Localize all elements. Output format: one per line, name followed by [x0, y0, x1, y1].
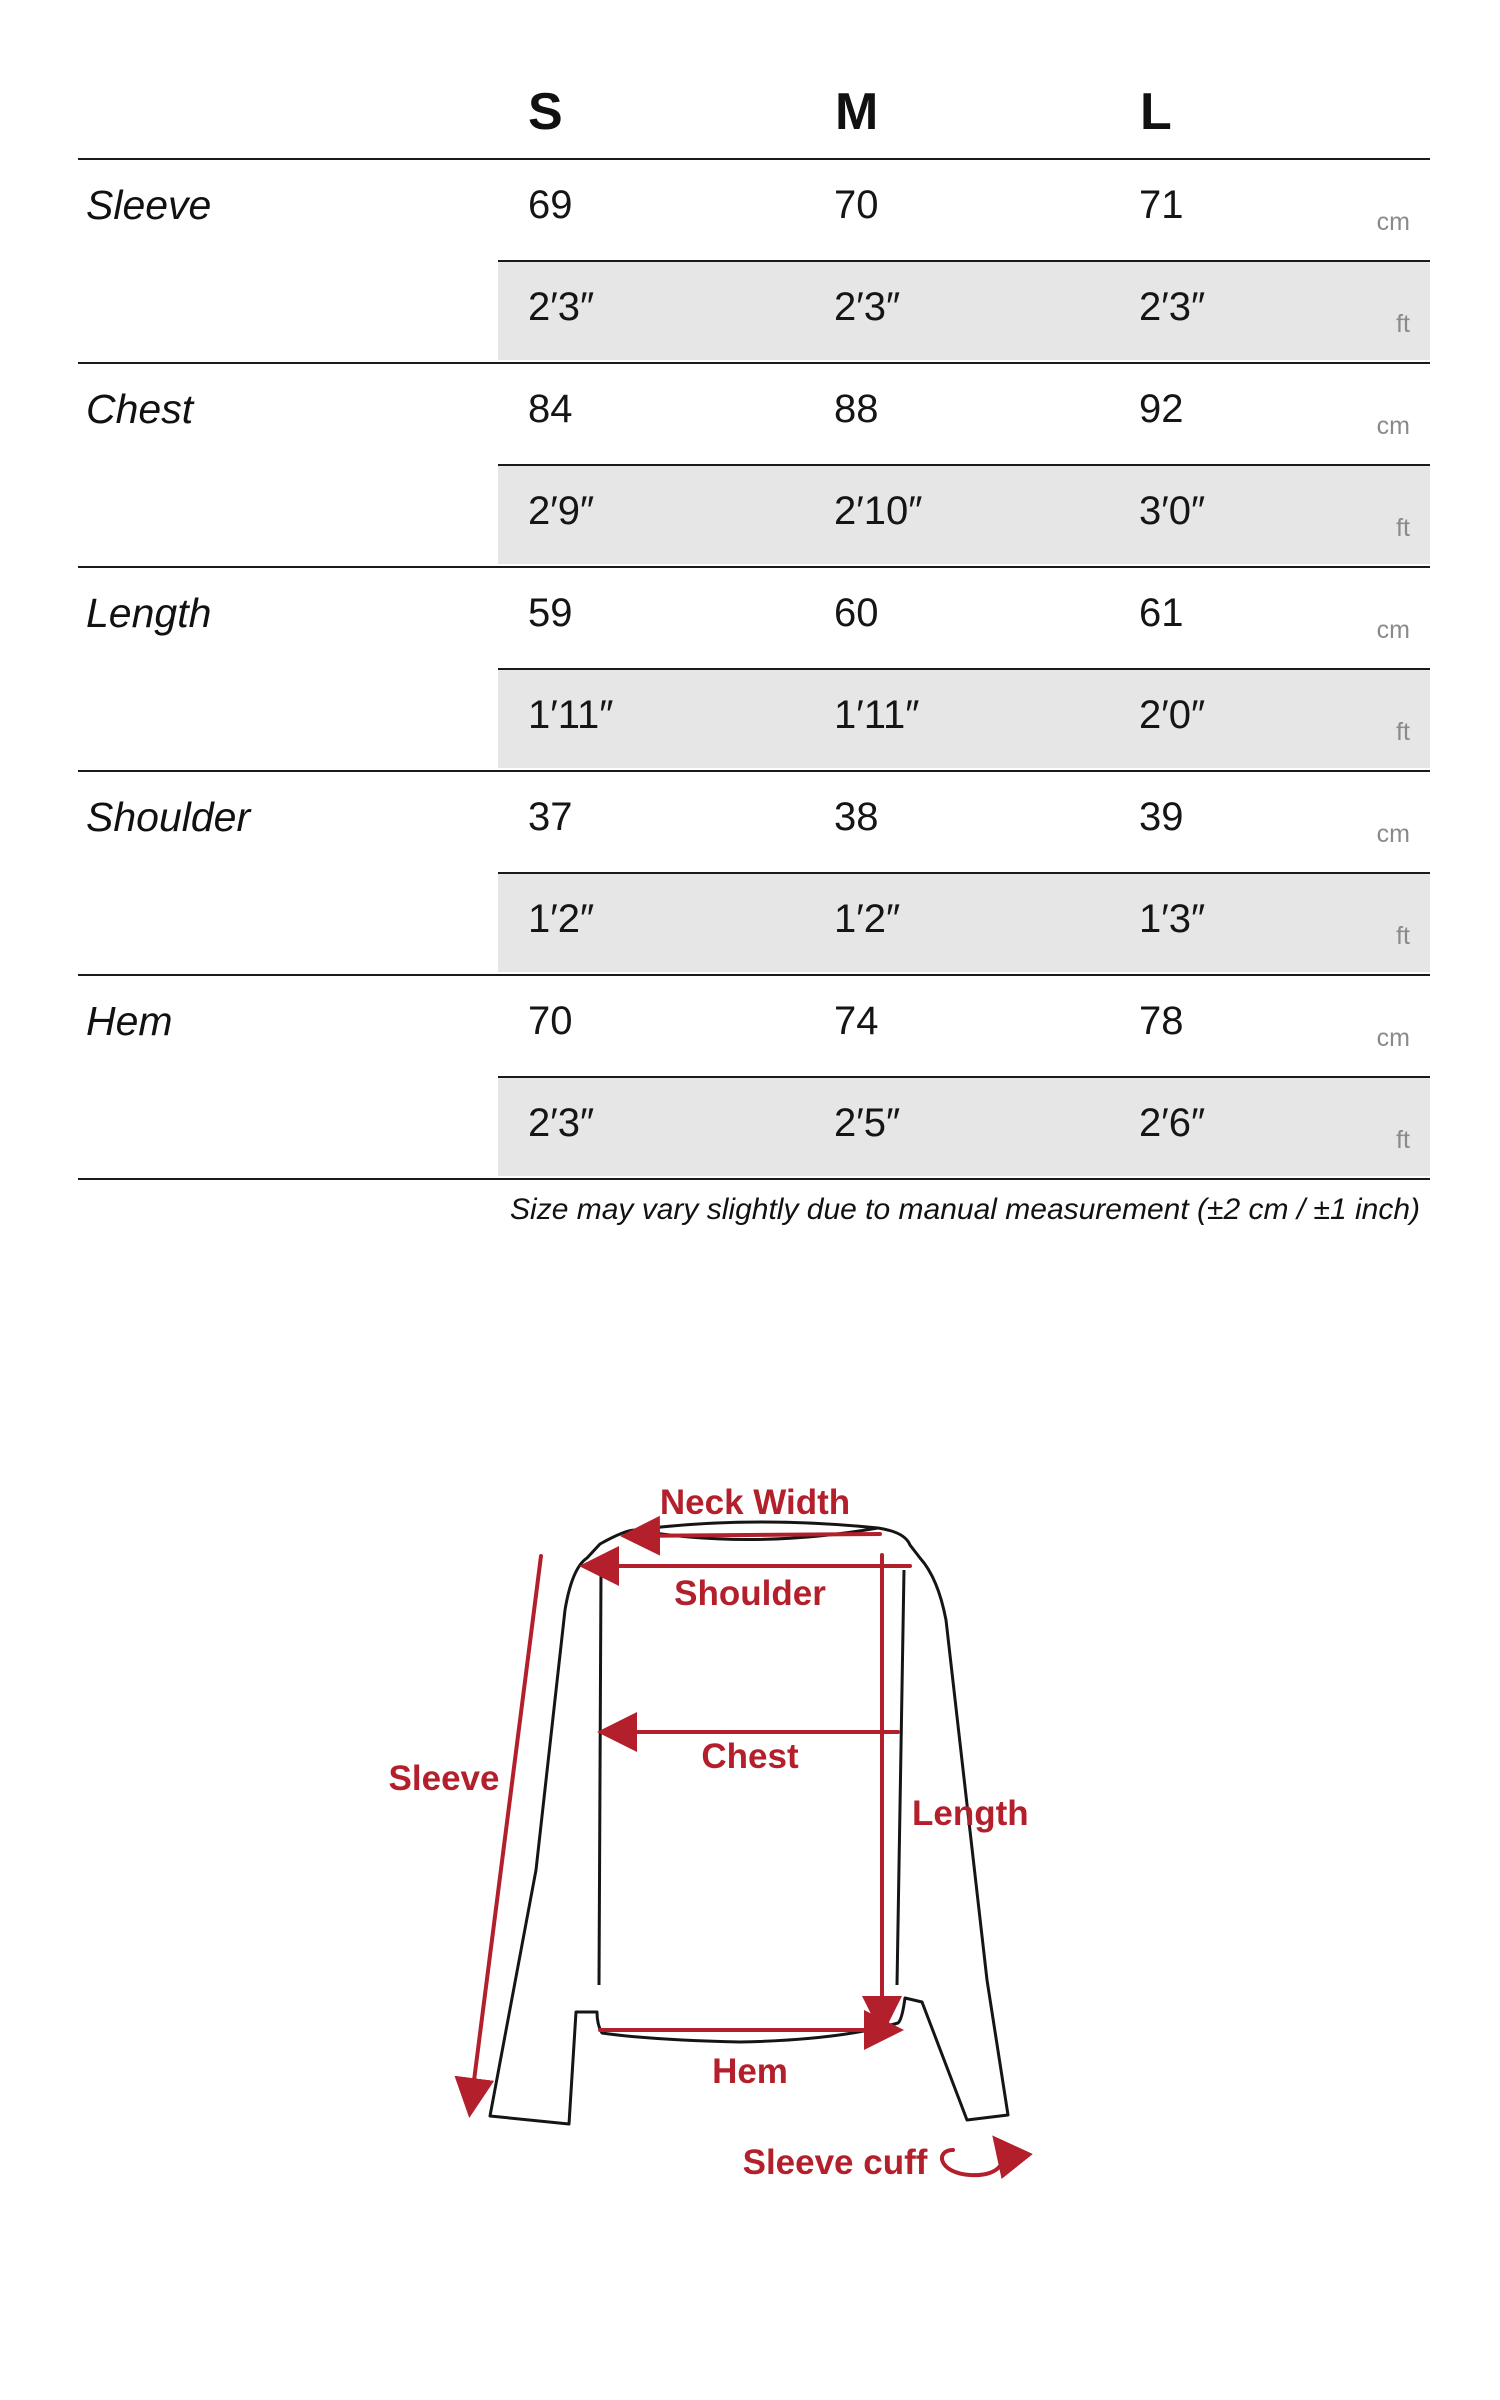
cell-hem-l-ft: 2′6″ [1139, 1101, 1206, 1145]
size-header-l: L [1140, 83, 1172, 141]
shoulder-label: Shoulder [674, 1574, 826, 1613]
cell-chest-s-ft: 2′9″ [528, 489, 595, 533]
cell-hem-m-ft: 2′5″ [834, 1101, 901, 1145]
unit-cm: cm [1376, 208, 1410, 236]
cell-hem-l-cm: 78 [1139, 999, 1184, 1043]
sleeve-cuff-icon [942, 2140, 1003, 2175]
cell-length-m-ft: 1′11″ [834, 693, 920, 737]
row-label-shoulder: Shoulder [86, 794, 251, 840]
cell-shoulder-s-cm: 37 [528, 795, 573, 839]
left-armhole-seam [599, 1570, 601, 1985]
row-label-length: Length [86, 590, 212, 636]
cell-hem-m-cm: 74 [834, 999, 879, 1043]
length-label: Length [912, 1794, 1029, 1833]
hem-label: Hem [712, 2052, 788, 2091]
neck-width-arrow [626, 1534, 880, 1536]
cell-sleeve-m-cm: 70 [834, 183, 879, 227]
cell-length-s-cm: 59 [528, 591, 573, 635]
unit-cm: cm [1376, 616, 1410, 644]
cell-hem-s-ft: 2′3″ [528, 1101, 595, 1145]
cell-chest-m-ft: 2′10″ [834, 489, 923, 533]
measurement-note: Size may vary slightly due to manual measurement (±2 cm / ±1 inch) [510, 1193, 1420, 1226]
cell-sleeve-l-ft: 2′3″ [1139, 285, 1206, 329]
size-header-m: M [835, 83, 879, 141]
right-armhole-seam [897, 1570, 904, 1985]
chest-label: Chest [701, 1737, 799, 1776]
cell-length-m-cm: 60 [834, 591, 879, 635]
unit-cm: cm [1376, 1024, 1410, 1052]
neck-width-label: Neck Width [659, 1483, 851, 1522]
cell-shoulder-l-ft: 1′3″ [1139, 897, 1206, 941]
sleeve-label: Sleeve [388, 1759, 500, 1798]
cell-sleeve-l-cm: 71 [1139, 183, 1184, 227]
size-header-s: S [528, 83, 563, 141]
cell-chest-l-cm: 92 [1139, 387, 1184, 431]
cell-shoulder-m-ft: 1′2″ [834, 897, 901, 941]
cell-length-s-ft: 1′11″ [528, 693, 614, 737]
cell-length-l-cm: 61 [1139, 591, 1184, 635]
unit-ft: ft [1396, 310, 1410, 338]
row-label-chest: Chest [86, 386, 194, 432]
unit-cm: cm [1376, 820, 1410, 848]
row-label-hem: Hem [86, 998, 173, 1044]
unit-cm: cm [1376, 412, 1410, 440]
cell-sleeve-s-cm: 69 [528, 183, 573, 227]
unit-ft: ft [1396, 718, 1410, 746]
cell-shoulder-l-cm: 39 [1139, 795, 1184, 839]
cell-hem-s-cm: 70 [528, 999, 573, 1043]
row-label-sleeve: Sleeve [86, 182, 212, 228]
unit-ft: ft [1396, 1126, 1410, 1154]
cell-sleeve-m-ft: 2′3″ [834, 285, 901, 329]
cell-shoulder-m-cm: 38 [834, 795, 879, 839]
cell-sleeve-s-ft: 2′3″ [528, 285, 595, 329]
cell-chest-m-cm: 88 [834, 387, 879, 431]
unit-ft: ft [1396, 922, 1410, 950]
cell-chest-l-ft: 3′0″ [1139, 489, 1206, 533]
cell-chest-s-cm: 84 [528, 387, 573, 431]
unit-ft: ft [1396, 514, 1410, 542]
sleeve-cuff-label: Sleeve cuff [742, 2143, 928, 2182]
cell-shoulder-s-ft: 1′2″ [528, 897, 595, 941]
cell-length-l-ft: 2′0″ [1139, 693, 1206, 737]
